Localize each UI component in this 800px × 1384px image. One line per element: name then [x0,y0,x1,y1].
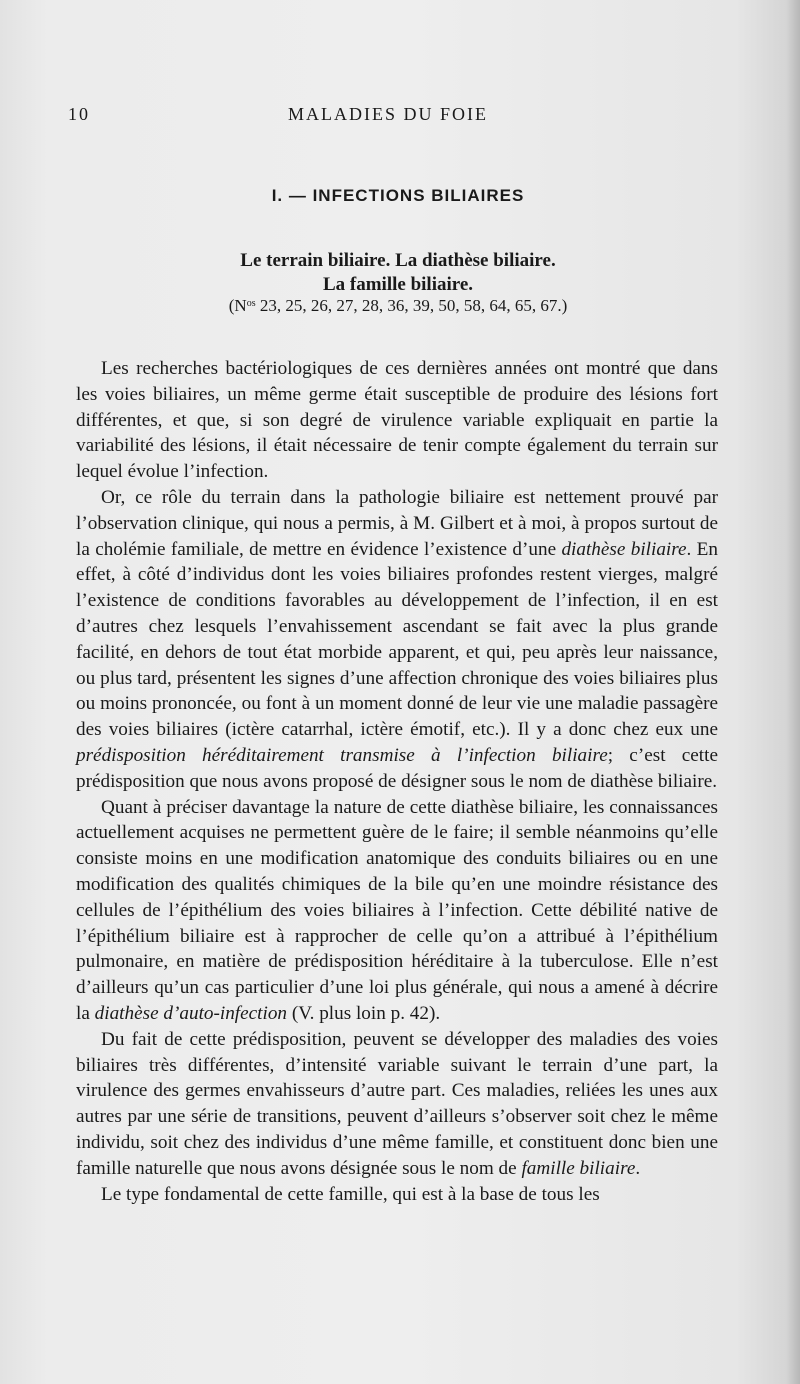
reference-numbers [78,296,718,316]
p2-text-b: . En effet, à côté d’individus dont les voies biliaires profondes restent vierges, malgré l’existence de conditions favorables au développement de l’infection, il en est d’autres chez lesquels l’envahissement ascendant se fait avec la plus grande facilité, en dehors de tout état morbide apparent, et qui, peu après leur naissance, ou plus tard, présentent les signes d’une affection chronique des voies biliaires plus ou moins prononcée, ou font à un moment donné de leur vie une maladie passagère des voies biliaires (ictère catarrhal, ictère émotif, etc.). Il y a donc chez eux une [76,538,718,741]
subheading-line-2: La famille biliaire. [322,274,474,295]
p3-text-a: Quant à préciser davantage la nature de cette diathèse biliaire, les connaissances actuellement acquises ne permettent guère de le faire; il semble néanmoins qu’elle consiste moins en une modification anatomique des conduits biliaires ou en une modification des qualités chimiques de la bile qu’en une moindre résistance des cellules de l’épithélium des voies biliaires à l’infection. Cette débilité native de l’épithélium biliaire est à rapprocher de celle qu’on a attribué à l’épithélium pulmonaire, en matière de prédisposition héréditaire à la tuberculose. Elle n’est d’ailleurs qu’un cas particulier d’une loi plus générale, qui nous a amené à décrire la [76,796,718,1024]
p2-text-c: ; c’est cette prédisposition que nous avons proposé de désigner sous le nom de diathèse biliaire. [76,744,718,792]
p3-emphasis-auto-infection: diathèse d’auto-infection [94,1002,288,1024]
p2-emphasis-diathese: diathèse biliaire [561,538,687,560]
page-gutter-shadow [786,0,800,1384]
paragraph-4 [76,1027,718,1182]
refs-prefix: (N [228,296,247,315]
p3-text-b: (V. plus loin p. 42). [287,1002,441,1024]
body-text [76,356,718,1207]
paragraph-1: Les recherches bactériologiques de ces dernières années ont montré que dans les voies biliaires, un même germe était susceptible de produire des lésions fort différentes, et que, si son degré de virulence variable expliquait en partie la variabilité des lésions, il était nécessaire de tenir compte également du terrain sur lequel évolue l’infection. [76,358,718,483]
refs-numbers: 23, 25, 26, 27, 28, 36, 39, 50, 58, 64, 65, 67.) [255,296,568,315]
running-header [68,104,708,128]
refs-superscript: os [246,298,256,309]
p4-emphasis-famille: famille biliaire [521,1157,636,1179]
paragraph-2 [76,485,718,795]
p2-emphasis-predisposition: prédisposition héréditairement transmise à l’infection biliaire [76,744,608,766]
page-number: 10 [68,104,90,124]
running-title: MALADIES DU FOIE [288,104,488,124]
subheading-line-1: Le terrain biliaire. La diathèse biliaire. [240,250,556,271]
paragraph-3 [76,795,718,1027]
p4-text-b: . [635,1157,641,1179]
p2-text-a: Or, ce rôle du terrain dans la pathologie biliaire est nettement prouvé par l’observation clinique, qui nous a permis, à M. Gilbert et à moi, à propos surtout de la cholémie familiale, de mettre en évidence l’existence d’une [76,486,718,560]
section-heading: I. — INFECTIONS BILIAIRES [271,186,525,205]
p4-text-a: Du fait de cette prédisposition, peuvent se développer des maladies des voies biliaires très différentes, d’intensité variable suivant le terrain d’une part, la virulence des germes envahisseurs d’autre part. Ces maladies, reliées les unes aux autres par une série de transitions, peuvent d’ailleurs s’observer soit chez le même individu, soit chez des individus d’une même famille, et constituent donc bien une famille naturelle que nous avons désignée sous le nom de [76,1028,718,1179]
paragraph-5: Le type fondamental de cette famille, qui est à la base de tous les [101,1183,600,1205]
